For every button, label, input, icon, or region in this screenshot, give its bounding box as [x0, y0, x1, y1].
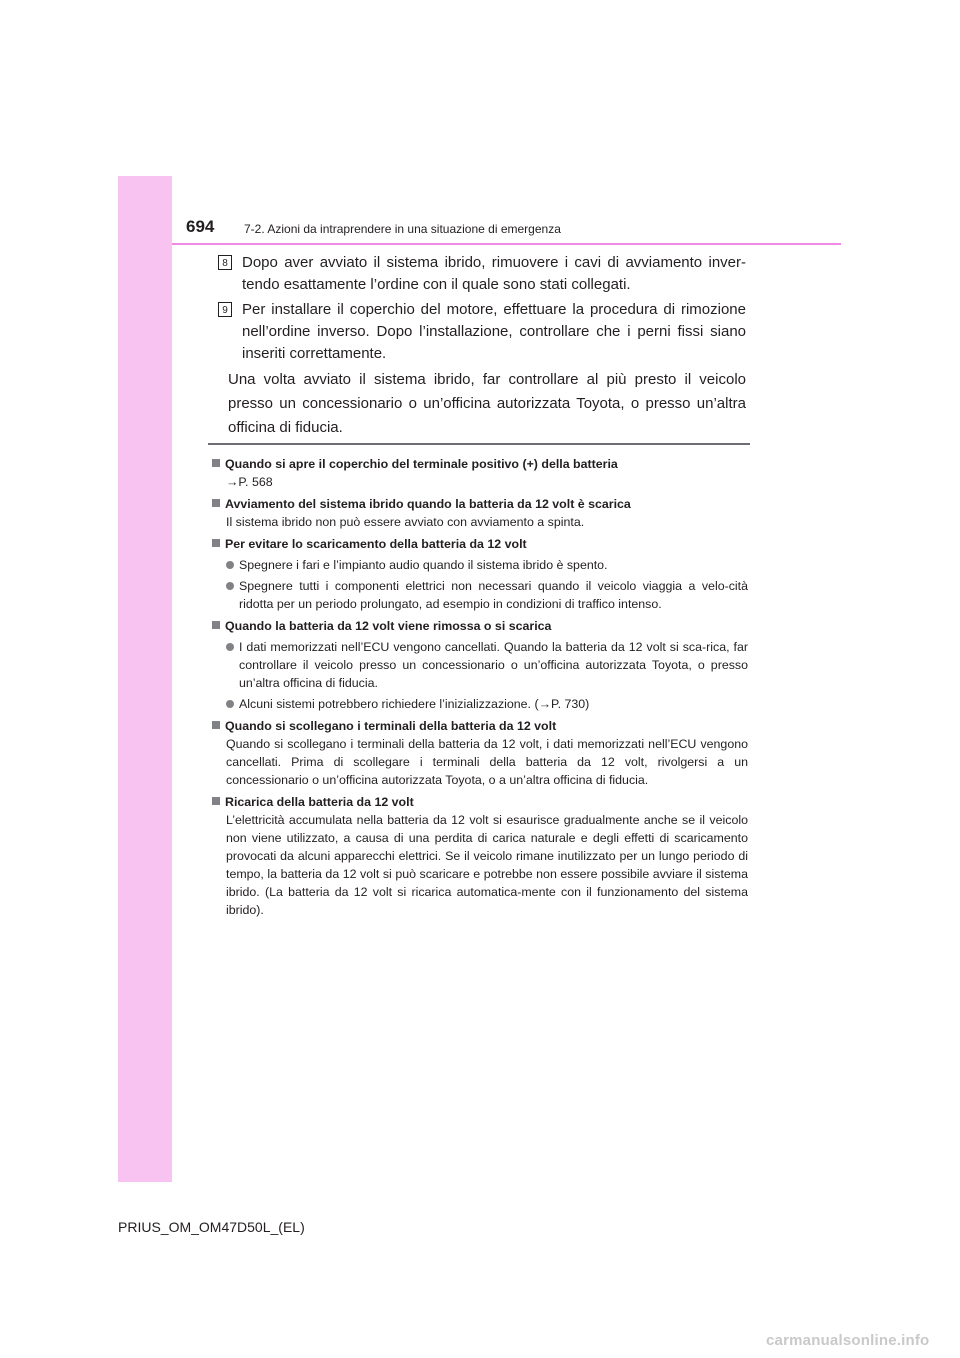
note-body: L’elettricità accumulata nella batteria da 12 volt si esaurisce gradualmente anche se il veicolo non viene utilizzato, a causa di una perdita di carica naturale e degli effetti di scaricamento provocati da alcuni apparecchi elettrici. Se il veicolo rimane inutilizzato per un lungo periodo di tempo, la batteria da 12 volt si può scaricare e potrebbe non essere possibile avviare il sistema ibrido. (La batteria da 12 volt si ricarica automatica-mente con il funzionamento del sistema ibrido).: [226, 813, 748, 917]
square-bullet-icon: [212, 721, 220, 729]
note-title: Per evitare lo scaricamento della batteria da 12 volt: [225, 537, 527, 551]
bullet-item: I dati memorizzati nell’ECU vengono cancellati. Quando la batteria da 12 volt si sca-rica, far controllare il veicolo presso un concessionario o un’officina autorizzata Toyota, o presso un’altra officina di fiducia.: [226, 638, 748, 692]
note-title: Quando si apre il coperchio del terminale positivo (+) della batteria: [225, 457, 618, 471]
step-number-badge: 9: [218, 302, 232, 317]
note-title: Avviamento del sistema ibrido quando la batteria da 12 volt è scarica: [225, 497, 631, 511]
header-rule: [172, 243, 841, 245]
note-title: Ricarica della batteria da 12 volt: [225, 795, 414, 809]
section-divider: [208, 443, 750, 445]
bullet-item: Alcuni sistemi potrebbero richiedere l’inizializzazione. (→P. 730): [226, 695, 748, 713]
square-bullet-icon: [212, 539, 220, 547]
step-number-badge: 8: [218, 255, 232, 270]
body-paragraph: Una volta avviato il sistema ibrido, far controllare al più presto il veicolo presso un concessionario o un’officina autorizzata Toyota, o presso un’altra officina di fiducia.: [228, 371, 746, 436]
bullet-item: Spegnere i fari e l’impianto audio quando il sistema ibrido è spento.: [226, 556, 748, 574]
step-9: [214, 299, 746, 365]
note-body: Il sistema ibrido non può essere avviato con avviamento a spinta.: [226, 515, 585, 529]
note-title: Quando si scollegano i terminali della batteria da 12 volt: [225, 719, 557, 733]
note-item: [212, 617, 748, 713]
note-item: [212, 455, 748, 491]
circle-bullet-icon: [226, 582, 234, 590]
page-number: 694: [186, 217, 215, 236]
bullet-item: Spegnere tutti i componenti elettrici non necessari quando il veicolo viaggia a velo-cità ridotta per un periodo prolungato, ad esempio in condizioni di traffico intenso.: [226, 577, 748, 613]
note-item: [212, 793, 748, 919]
notes-section: [212, 455, 748, 923]
note-item: [212, 535, 748, 613]
step-8: [214, 252, 746, 296]
square-bullet-icon: [212, 621, 220, 629]
page-reference: →P. 568: [226, 475, 273, 489]
circle-bullet-icon: [226, 561, 234, 569]
watermark: carmanualsonline.info: [766, 1332, 930, 1349]
circle-bullet-icon: [226, 643, 234, 651]
document-code: PRIUS_OM_OM47D50L_(EL): [118, 1219, 305, 1235]
circle-bullet-icon: [226, 700, 234, 708]
step-text: Dopo aver avviato il sistema ibrido, rimuovere i cavi di avviamento inver-tendo esattamente l’ordine con il quale sono stati collegati.: [242, 254, 746, 293]
square-bullet-icon: [212, 797, 220, 805]
side-tab-band: [118, 176, 172, 1182]
step-text: Per installare il coperchio del motore, effettuare la procedura di rimozione nell’ordine inverso. Dopo l’installazione, controllare che i perni fissi siano inseriti correttamente.: [242, 301, 746, 362]
note-item: [212, 495, 748, 531]
square-bullet-icon: [212, 459, 220, 467]
section-title: 7-2. Azioni da intraprendere in una situazione di emergenza: [244, 222, 561, 236]
note-body: Quando si scollegano i terminali della batteria da 12 volt, i dati memorizzati nell’ECU vengono cancellati. Prima di scollegare i terminali della batteria da 12 volt, rivolgersi a un concessionario o un’officina autorizzata Toyota, o a un’altra officina di fiducia.: [226, 737, 748, 787]
square-bullet-icon: [212, 499, 220, 507]
note-item: [212, 717, 748, 789]
note-title: Quando la batteria da 12 volt viene rimossa o si scarica: [225, 619, 552, 633]
